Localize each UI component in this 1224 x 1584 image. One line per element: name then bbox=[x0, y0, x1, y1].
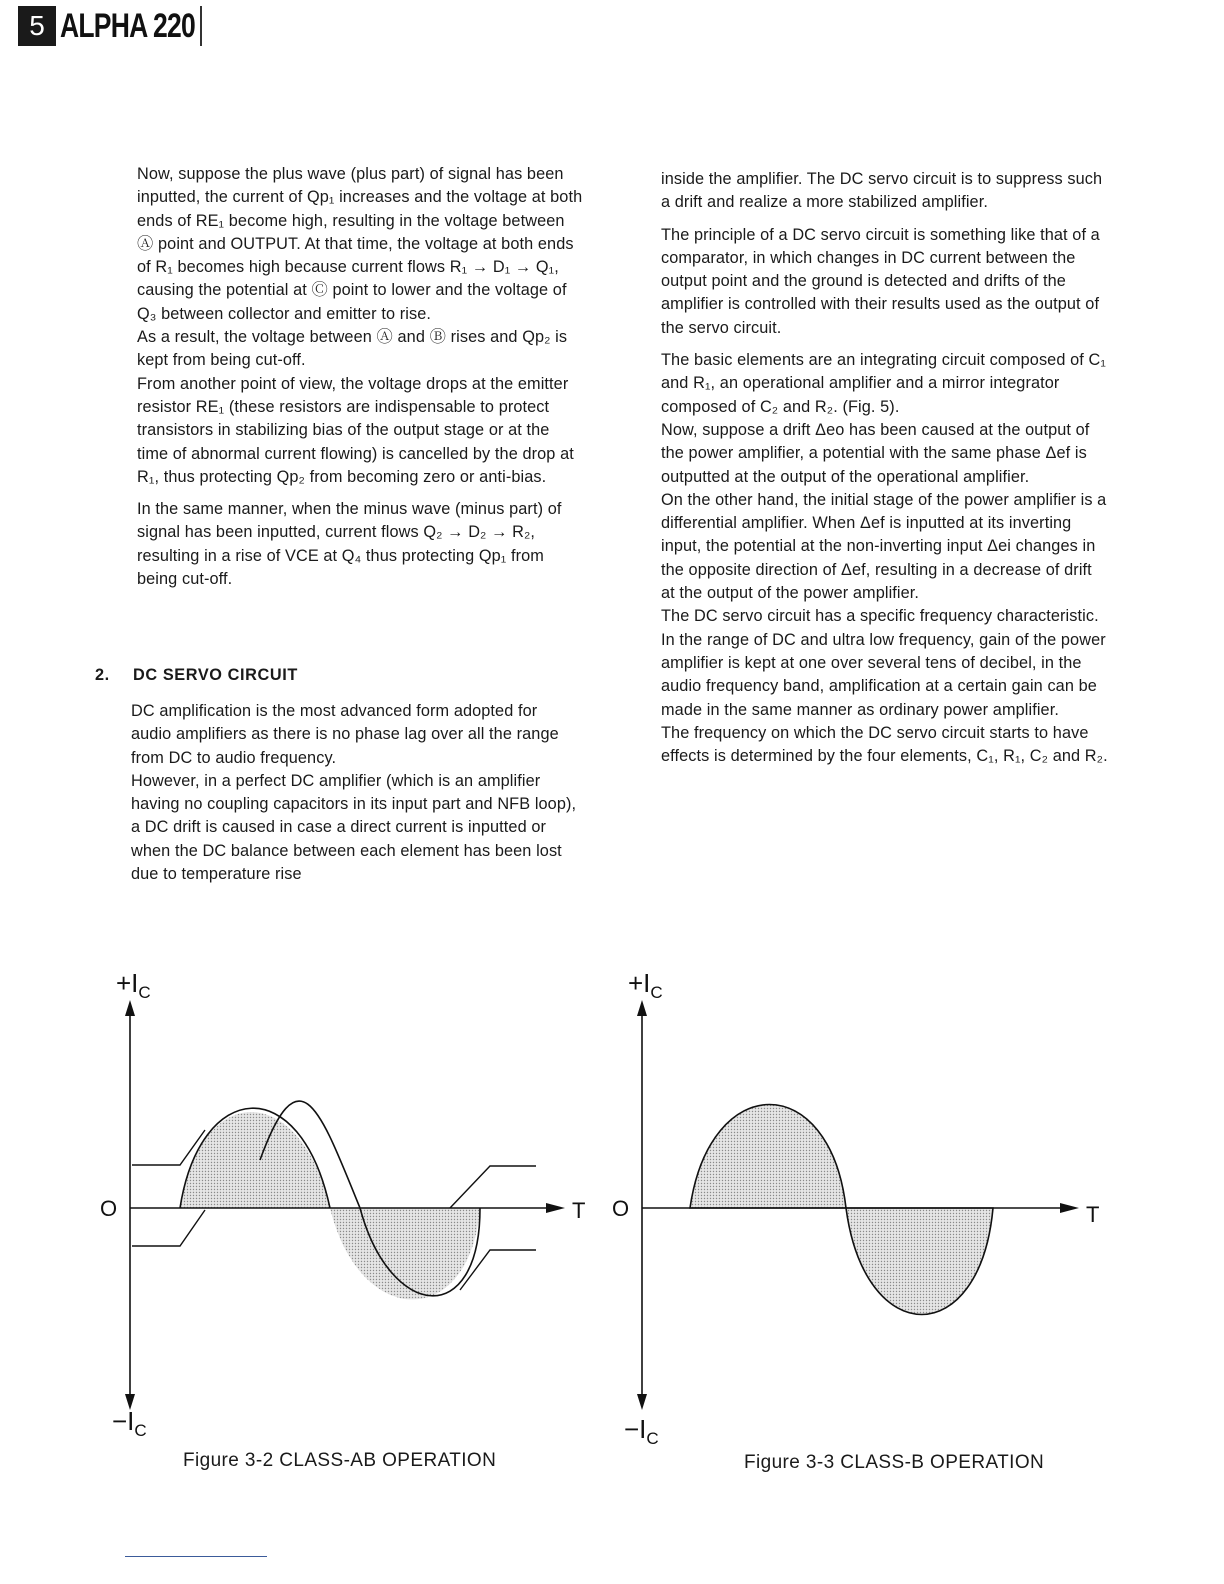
y-top-label: $+I_C$ bbox=[628, 968, 663, 1002]
paragraph: inside the amplifier. The DC servo circuit is to suppress such a drift and realize a more stabilized amplifier. bbox=[661, 170, 1103, 212]
y-bottom-label: $-I_C$ bbox=[624, 1414, 659, 1448]
figure-class-ab bbox=[60, 960, 620, 1460]
paragraph: DC amplification is the most advanced form adopted for audio amplifiers as there is no phase lag over all the range from DC to audio frequency. bbox=[131, 702, 559, 767]
y-axis-arrow-top bbox=[125, 1000, 135, 1016]
origin-label: O bbox=[100, 1196, 118, 1221]
header-divider bbox=[200, 6, 202, 46]
upper-current-tail bbox=[450, 1166, 536, 1208]
paragraph: The principle of a DC servo circuit is something like that of a comparator, in which changes in DC current between the output point and the ground is detected and drifts of the amplifier is controlled with their results used as the output of the servo circuit. bbox=[661, 225, 1100, 337]
paragraph: The DC servo circuit has a specific frequency characteristic. In the range of DC and ultra low frequency, gain of the power amplifier is kept at one over several tens of decibel, in the audio frequency band, amplification at a certain gain can be made in the same manner as ordinary power amplifier. bbox=[661, 607, 1106, 719]
left-column bbox=[137, 163, 584, 591]
lower-current-tail bbox=[460, 1250, 536, 1290]
x-axis-label: T bbox=[1086, 1202, 1100, 1227]
paragraph: From another point of view, the voltage drops at the emitter resistor RE₁ (these resistors are indispensable to protect transistors in stabilizing bias of the output stage or at the time of abnormal current flowing) is cancelled by the drop at R₁, thus protecting Qp₂ from becoming zero or anti-bias. bbox=[137, 374, 574, 486]
x-axis-arrow bbox=[546, 1203, 565, 1213]
figure-class-b bbox=[580, 960, 1140, 1460]
section-number: 2. bbox=[95, 666, 110, 684]
figure-caption-b: Figure 3-3 CLASS-B OPERATION bbox=[744, 1452, 1045, 1473]
x-axis-label: T bbox=[572, 1198, 586, 1223]
figure-caption-ab: Figure 3-2 CLASS-AB OPERATION bbox=[183, 1450, 497, 1471]
y-axis-arrow-bottom bbox=[637, 1394, 647, 1410]
y-top-label: $+I_C$ bbox=[116, 968, 151, 1002]
paragraph: However, in a perfect DC amplifier (which is an amplifier having no coupling capacitors in its input part and NFB loop), a DC drift is caused in case a direct current is inputted or when the DC balance between each element has been lost due to temperature rise bbox=[131, 771, 577, 884]
footer-rule bbox=[125, 1556, 267, 1557]
right-column bbox=[661, 168, 1109, 768]
paragraph: The basic elements are an integrating circuit composed of C₁ and R₁, an operational amplifier and a mirror integrator composed of C₂ and R₂. (Fig. 5). bbox=[661, 351, 1106, 416]
section-title: DC SERVO CIRCUIT bbox=[133, 666, 298, 684]
section-heading bbox=[95, 666, 565, 685]
y-bottom-label: $-I_C$ bbox=[112, 1406, 147, 1440]
positive-lobe bbox=[180, 1112, 330, 1208]
positive-lobe bbox=[690, 1105, 846, 1209]
section-body bbox=[131, 700, 578, 886]
paragraph: The frequency on which the DC servo circuit starts to have effects is determined by the four elements, C₁, R₁, C₂ and R₂. bbox=[661, 723, 1108, 766]
paragraph: Now, suppose a drift Δeo has been caused at the output of the power amplifier, a potential with the same phase Δef is outputted at the output of the operational amplifier. bbox=[661, 420, 1090, 486]
lower-current-wave bbox=[132, 1210, 205, 1246]
paragraph: In the same manner, when the minus wave (minus part) of signal has been inputted, current flows Q₂ → D₂ → R₂, resulting in a rise of VCE at Q₄ thus protecting Qp₁ from being cut-off. bbox=[137, 500, 562, 589]
page-number: 5 bbox=[18, 6, 56, 46]
paragraph: As a result, the voltage between Ⓐ and Ⓑ rises and Qp₂ is kept from being cut-off. bbox=[137, 328, 568, 370]
x-axis-arrow bbox=[1060, 1203, 1079, 1213]
paragraph: On the other hand, the initial stage of the power amplifier is a differential amplifier. When Δef is inputted at its inverting input, the potential at the non-inverting input Δei changes in the opposite direction of Δef, resulting in a decrease of drift at the output of the power amplifier. bbox=[661, 490, 1107, 603]
origin-label: O bbox=[612, 1196, 630, 1221]
model-title: ALPHA 220 bbox=[60, 7, 195, 45]
y-axis-arrow-top bbox=[637, 1000, 647, 1016]
paragraph: Now, suppose the plus wave (plus part) of signal has been inputted, the current of Qp₁ increases and the voltage at both ends of RE₁ become high, resulting in the voltage between Ⓐ point and OUTPUT. At that time, the voltage at both ends of R₁ becomes high because current flows R₁ → D₁ → Q₁, causing the potential at Ⓒ point to lower and the voltage of Q₃ between collector and emitter to rise. bbox=[137, 165, 583, 323]
negative-lobe bbox=[846, 1208, 993, 1315]
